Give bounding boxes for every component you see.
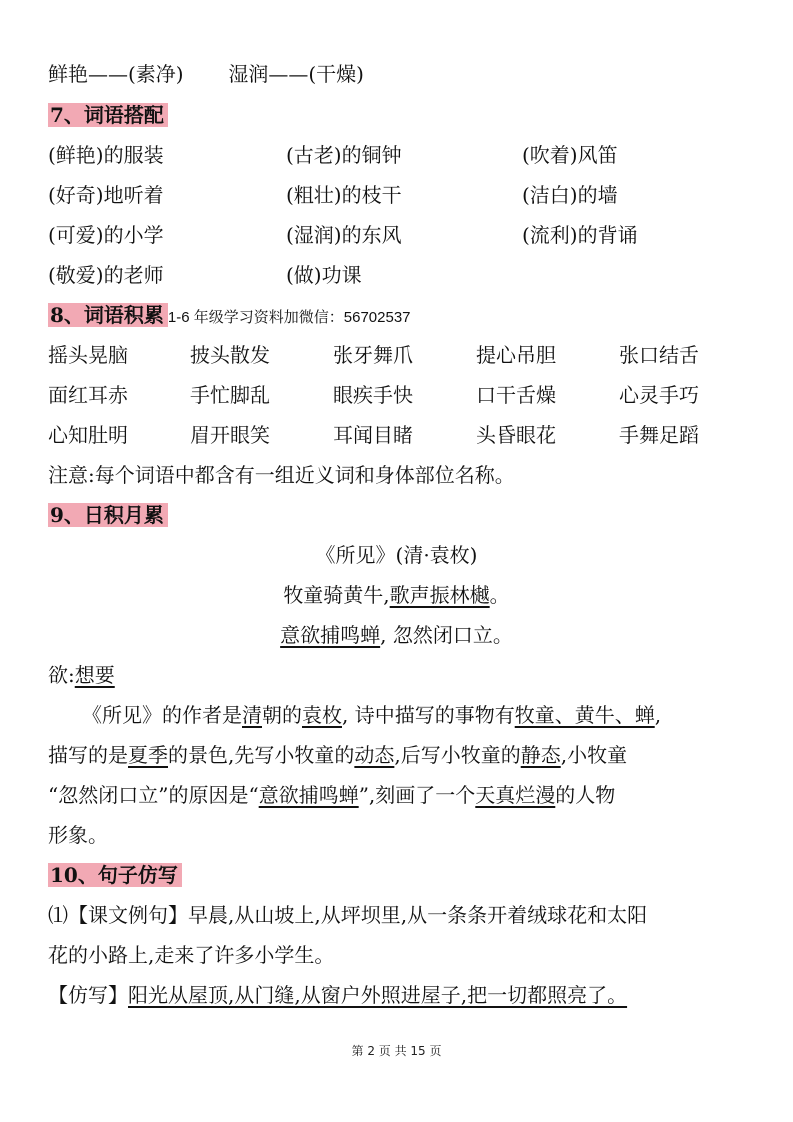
gloss-label: 欲: xyxy=(48,663,75,687)
section-10-heading xyxy=(48,861,182,889)
imitation-label: 【仿写】 xyxy=(48,983,128,1007)
collocation-item: (流利)的背诵 xyxy=(522,223,638,247)
answer-blank: 动态 xyxy=(354,743,395,767)
page-footer: 第 2 页 共 15 页 xyxy=(351,1044,442,1058)
idiom-item: 口干舌燥 xyxy=(476,383,556,407)
idiom-item: 耳闻目睹 xyxy=(333,423,413,447)
poem-line-1-b: 歌声振林樾 xyxy=(389,583,490,607)
section-8-title: 8、词语积累 xyxy=(48,303,168,327)
antonym-line xyxy=(48,60,364,88)
section-9-heading xyxy=(48,501,168,529)
section-9-title: 9、日积月累 xyxy=(48,503,168,527)
poem-analysis xyxy=(48,695,748,855)
idiom-item: 摇头晃脑 xyxy=(48,343,128,367)
idiom-item: 头昏眼花 xyxy=(476,423,556,447)
poem-line-2-a: 意欲捕鸣蝉 xyxy=(280,623,381,647)
example-sentence-line-2: 花的小路上,走来了许多小学生。 xyxy=(48,943,335,967)
collocation-item: (好奇)地听着 xyxy=(48,183,164,207)
answer-blank: 牧童、黄牛、蝉 xyxy=(514,703,655,727)
idiom-item: 心知肚明 xyxy=(48,423,128,447)
collocation-item: (鲜艳)的服装 xyxy=(48,143,164,167)
idiom-item: 手忙脚乱 xyxy=(190,383,270,407)
example-text: 早晨,从山坡上,从坪坝里,从一条条开着绒球花和太阳 xyxy=(188,903,648,927)
idiom-item: 张口结舌 xyxy=(619,343,699,367)
analysis-text: ,小牧童 xyxy=(560,743,628,767)
imitation-line xyxy=(48,981,627,1009)
collocation-item: (吹着)风笛 xyxy=(522,143,618,167)
analysis-text: ”,刻画了一个 xyxy=(358,783,476,807)
analysis-text: 的人物 xyxy=(555,783,616,807)
idiom-note: 注意:每个词语中都含有一组近义词和身体部位名称。 xyxy=(48,463,515,487)
collocation-item: (湿润)的东风 xyxy=(286,223,402,247)
answer-blank: 清 xyxy=(242,703,262,727)
poem-line-2-b: , 忽然闭口立。 xyxy=(380,623,513,647)
collocation-item: (可爱)的小学 xyxy=(48,223,164,247)
section-8-heading xyxy=(48,301,411,332)
idiom-item: 张牙舞爪 xyxy=(333,343,413,367)
example-sentence-line-1 xyxy=(48,901,647,929)
poem-line-1-a: 牧童骑黄牛, xyxy=(283,583,390,607)
analysis-text: , xyxy=(654,703,662,727)
answer-blank: 夏季 xyxy=(128,743,168,767)
collocation-item: (敬爱)的老师 xyxy=(48,263,164,287)
collocation-item: (古老)的铜钟 xyxy=(286,143,402,167)
collocation-item: (洁白)的墙 xyxy=(522,183,618,207)
answer-blank: 天真烂漫 xyxy=(475,783,556,807)
gloss-line xyxy=(48,661,115,689)
collocation-item: (做)功课 xyxy=(286,263,362,287)
analysis-text: , 诗中描写的事物有 xyxy=(342,703,515,727)
idiom-item: 面红耳赤 xyxy=(48,383,128,407)
analysis-line-1 xyxy=(48,695,748,735)
idiom-item: 眼疾手快 xyxy=(333,383,413,407)
idiom-item: 手舞足蹈 xyxy=(619,423,699,447)
analysis-line-3 xyxy=(48,775,748,815)
idiom-item: 眉开眼笑 xyxy=(190,423,270,447)
analysis-text: “忽然闭口立”的原因是“ xyxy=(48,783,259,807)
wechat-note: 1-6 年级学习资料加微信：56702537 xyxy=(167,309,411,326)
analysis-text: 描写的是 xyxy=(48,743,128,767)
poem-line-1 xyxy=(0,581,793,609)
imitation-text: 阳光从屋顶,从门缝,从窗户外照进屋子,把一切都照亮了。 xyxy=(128,983,628,1007)
section-7-heading xyxy=(48,101,168,129)
example-label: ⑴【课文例句】 xyxy=(48,903,188,927)
antonym-1: 鲜艳——(素净) xyxy=(48,62,184,86)
idiom-item: 披头散发 xyxy=(190,343,270,367)
analysis-line-4: 形象。 xyxy=(48,823,108,847)
poem-line-2 xyxy=(0,621,793,649)
analysis-text: 的景色,先写小牧童的 xyxy=(168,743,355,767)
answer-blank: 静态 xyxy=(520,743,561,767)
analysis-text: 《所见》的作者是 xyxy=(82,703,242,727)
gloss-value: 想要 xyxy=(74,663,115,687)
section-10-title: 10、句子仿写 xyxy=(48,863,182,887)
answer-blank: 意欲捕鸣蝉 xyxy=(258,783,359,807)
analysis-line-2 xyxy=(48,735,748,775)
poem-title: 《所见》(清·袁枚) xyxy=(315,543,478,567)
antonym-2: 湿润——(干燥) xyxy=(228,62,364,86)
idiom-item: 心灵手巧 xyxy=(619,383,699,407)
idiom-item: 提心吊胆 xyxy=(476,343,556,367)
collocation-item: (粗壮)的枝干 xyxy=(286,183,402,207)
analysis-text: 朝的 xyxy=(262,703,302,727)
section-7-title: 7、词语搭配 xyxy=(48,103,168,127)
answer-blank: 袁枚 xyxy=(302,703,342,727)
analysis-text: ,后写小牧童的 xyxy=(394,743,521,767)
poem-line-1-c: 。 xyxy=(489,583,510,607)
